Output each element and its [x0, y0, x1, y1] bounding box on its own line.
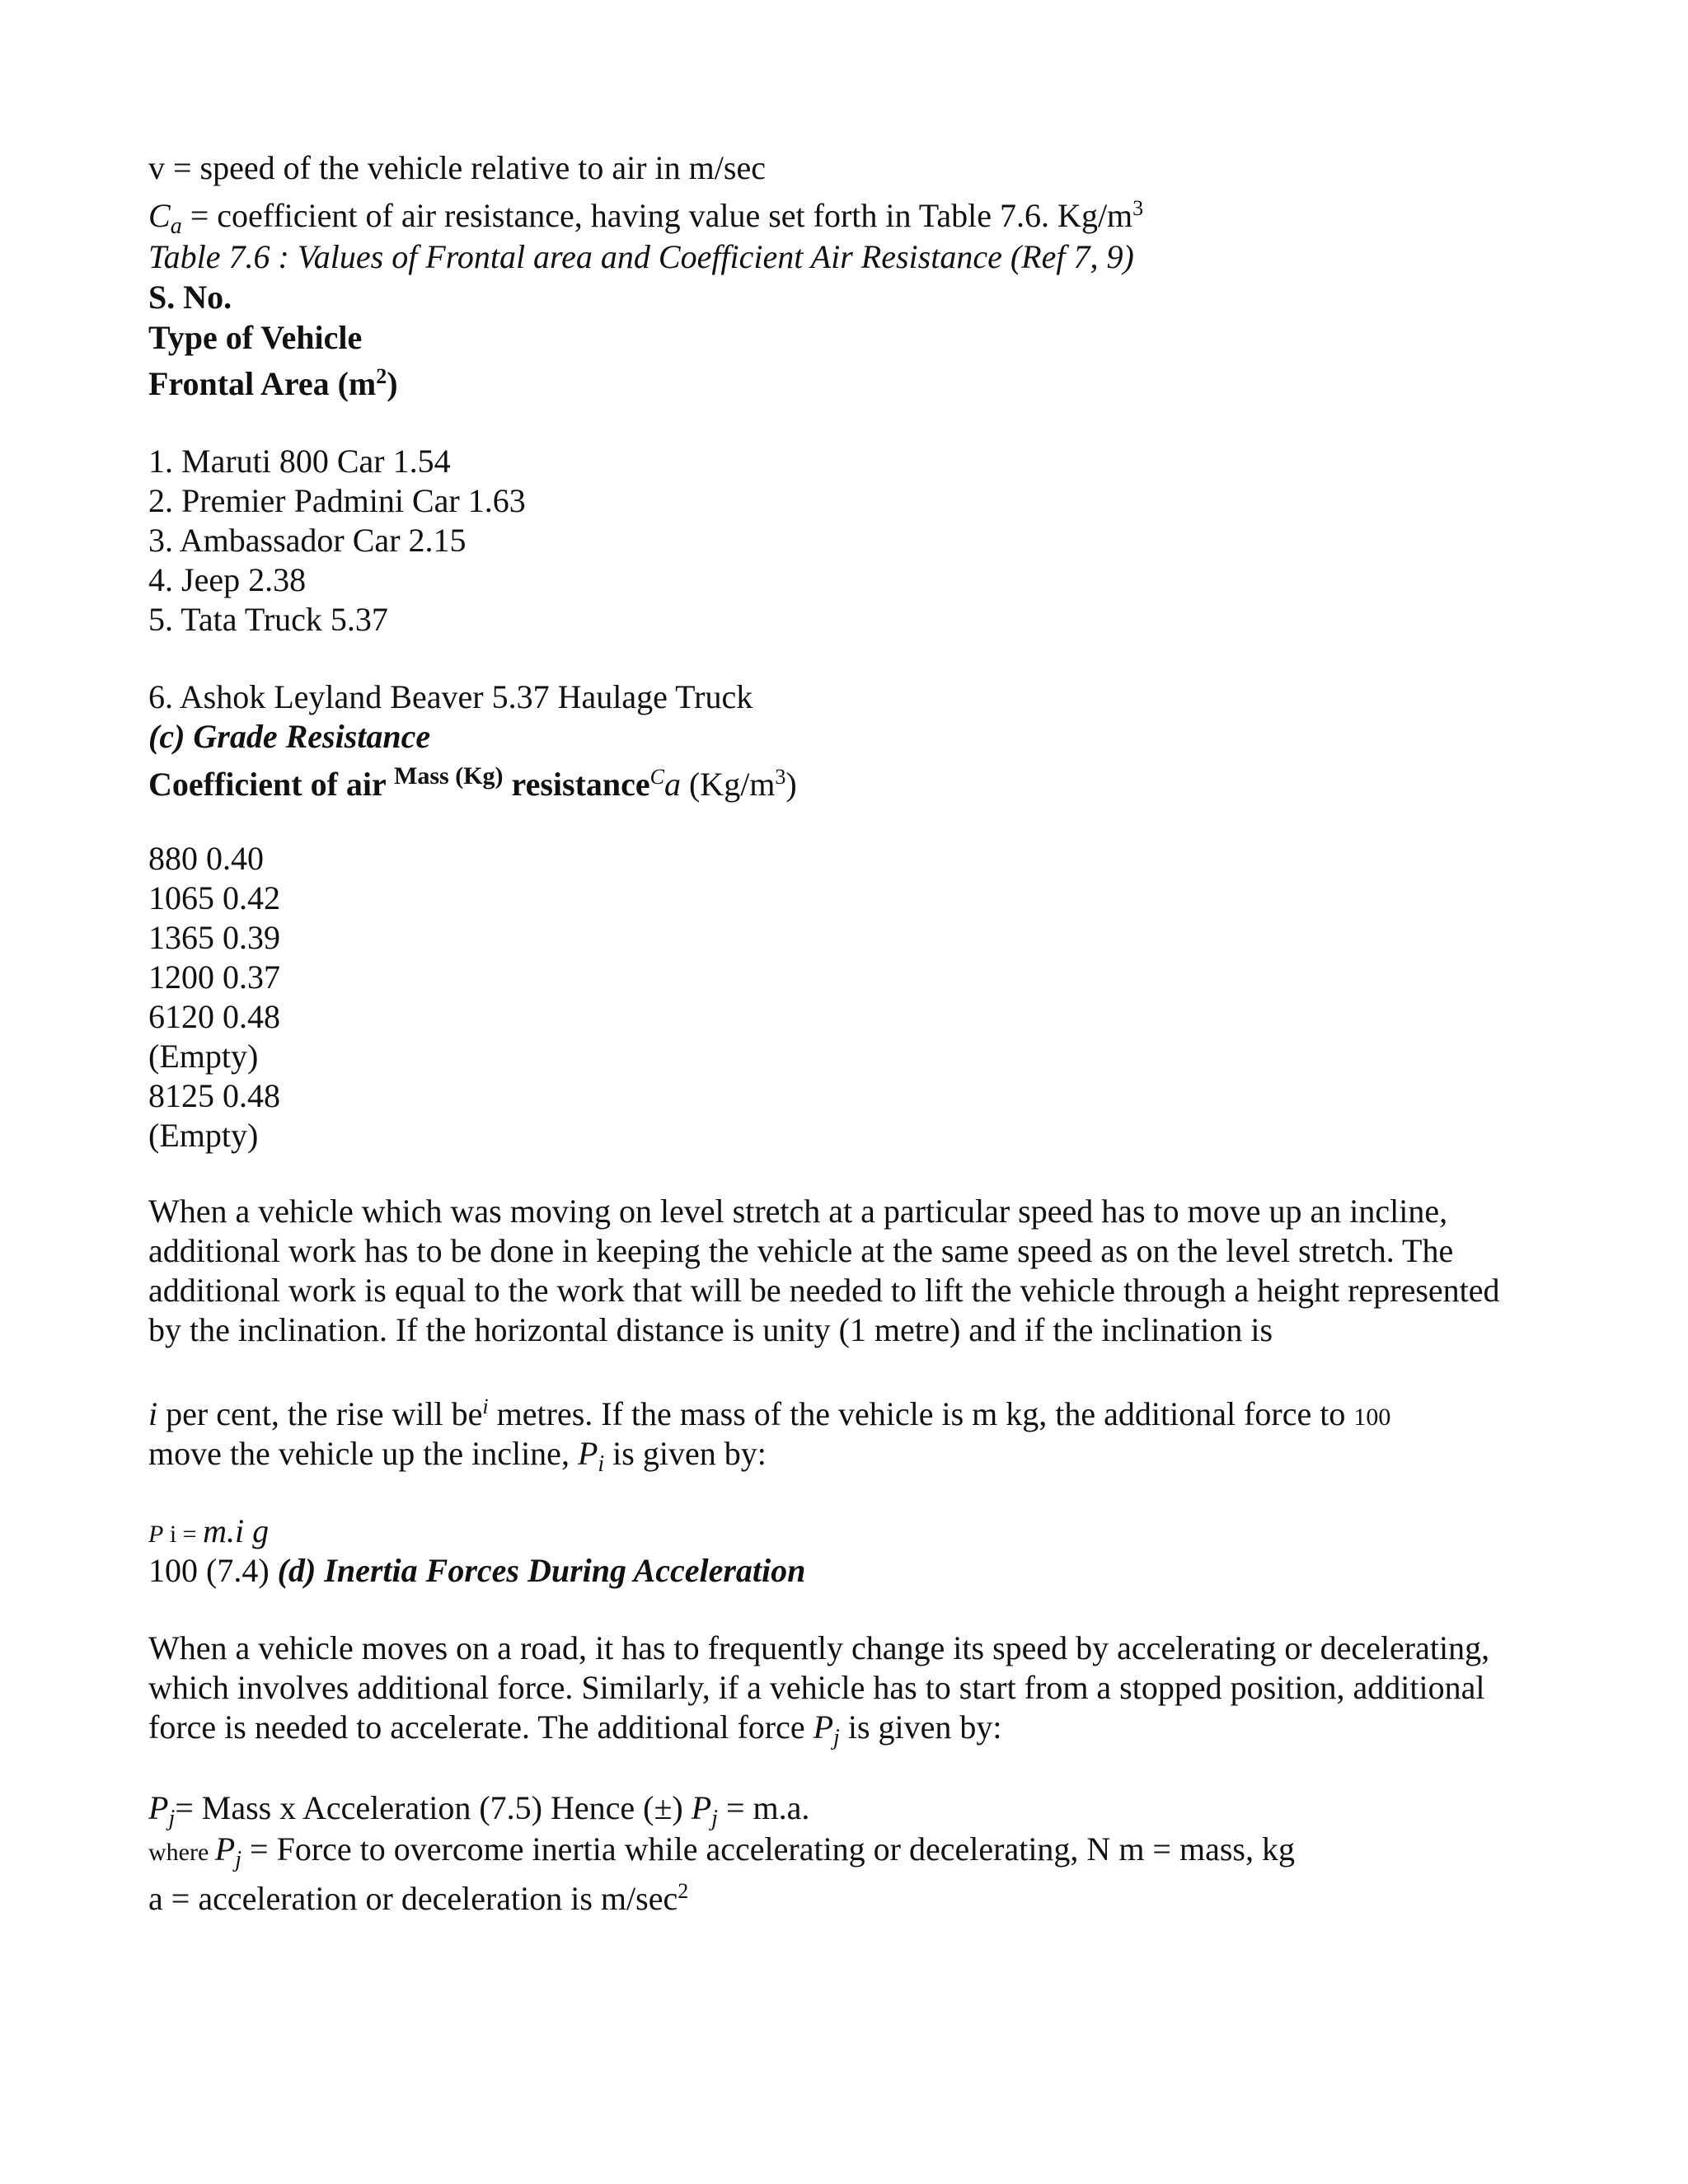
formula-rhs: m.i g	[203, 1512, 270, 1549]
acceleration-text: a = acceleration or deceleration is m/sec	[148, 1880, 678, 1917]
equation-7-5-result: = m.a.	[717, 1789, 810, 1826]
vehicle-row-5: 5. Tata Truck 5.37	[148, 601, 388, 638]
ca-header-unit-exponent: 3	[775, 764, 786, 789]
mass-value-row: (Empty)	[148, 1117, 259, 1154]
coefficient-header-text: Coefficient of air	[148, 766, 395, 803]
grade-resistance-heading: (c) Grade Resistance	[148, 718, 431, 755]
ca-unit-exponent: 3	[1132, 195, 1144, 220]
grade-paragraph	[148, 1192, 1541, 1350]
table-caption: Table 7.6 : Values of Frontal area and Coefficient Air Resistance (Ref 7, 9)	[148, 238, 1134, 275]
incline-line-1	[148, 1394, 1390, 1437]
acceleration-definition	[148, 1879, 688, 1919]
pj-symbol: P	[691, 1789, 712, 1826]
inertia-text-a: force is needed to accelerate. The additional force	[148, 1708, 814, 1746]
air-resistance-definition	[148, 195, 1144, 240]
pj-subscript: j	[168, 1806, 176, 1832]
vehicle-row-1: 1. Maruti 800 Car 1.54	[148, 443, 451, 480]
mass-value-row: 8125 0.48	[148, 1077, 280, 1114]
mass-header: Mass (Kg)	[394, 762, 504, 790]
vehicle-row-6: 6. Ashok Leyland Beaver 5.37 Haulage Truck	[148, 678, 753, 715]
formula-i-equals: i =	[163, 1521, 204, 1548]
incline-text-b: metres. If the mass of the vehicle is m kg, the additional force to	[488, 1395, 1354, 1432]
mass-value-row: 1200 0.37	[148, 958, 280, 996]
acceleration-exponent: 2	[678, 1878, 689, 1903]
paragraph-line: additional work is equal to the work that will be needed to lift the vehicle through a height represented	[148, 1272, 1500, 1309]
equation-7-4	[148, 1551, 805, 1591]
equation-7-5	[148, 1788, 810, 1832]
ca-header-symbol: C	[649, 764, 664, 789]
vehicle-row-3: 3. Ambassador Car 2.15	[148, 522, 467, 559]
frontal-area-exponent: 2	[376, 363, 387, 388]
frontal-area-text: Frontal Area (m	[148, 365, 377, 402]
formula-p: P	[148, 1521, 164, 1548]
pj-subscript: j	[711, 1806, 718, 1832]
header-frontal-area	[148, 364, 398, 404]
paragraph-line: additional work has to be done in keeping the vehicle at the same speed as on the level stretch. The	[148, 1232, 1454, 1269]
mass-value-row: 1065 0.42	[148, 879, 280, 916]
incline-text-a: per cent, the rise will be	[157, 1395, 483, 1432]
ca-symbol: C	[148, 197, 171, 234]
coefficient-header	[148, 762, 797, 808]
incline-text-c: move the vehicle up the incline,	[148, 1435, 578, 1472]
incline-text-d: is given by:	[604, 1435, 767, 1472]
i-symbol: i	[148, 1395, 158, 1432]
i-superscript: i	[482, 1394, 489, 1418]
inertia-paragraph	[148, 1629, 1541, 1751]
pi-subscript: i	[598, 1451, 605, 1478]
where-word: where	[148, 1839, 215, 1866]
mass-value-row: 6120 0.48	[148, 998, 280, 1035]
header-vehicle-type: Type of Vehicle	[148, 319, 363, 356]
equation-7-4-text: 100 (7.4)	[148, 1552, 278, 1589]
inertia-text-b: is given by:	[839, 1708, 1002, 1746]
incline-line-2	[148, 1434, 767, 1478]
formula-pi	[148, 1511, 269, 1554]
mass-value-row: 880 0.40	[148, 840, 264, 877]
where-text: = Force to overcome inertia while accelerating or decelerating, N m = mass, kg	[241, 1830, 1295, 1868]
frontal-area-close: )	[387, 365, 398, 402]
paragraph-line	[148, 1708, 1541, 1751]
ca-header-unit: (Kg/m	[680, 766, 776, 803]
pj-subscript: j	[833, 1725, 840, 1751]
paragraph-line: When a vehicle moves on a road, it has to frequently change its speed by accelerating or decelerating,	[148, 1629, 1490, 1666]
pi-symbol: P	[577, 1435, 598, 1472]
paragraph-line: which involves additional force. Similarly, if a vehicle has to start from a stopped position, additional	[148, 1669, 1485, 1706]
header-sno: S. No.	[148, 279, 232, 316]
paragraph-line: by the inclination. If the horizontal distance is unity (1 metre) and if the inclination is	[148, 1311, 1273, 1348]
pj-symbol: P	[214, 1830, 236, 1868]
mass-value-row: (Empty)	[148, 1038, 259, 1075]
ca-definition-text: = coefficient of air resistance, having value set forth in Table 7.6. Kg/m	[181, 197, 1133, 234]
pj-symbol: P	[813, 1708, 834, 1746]
vehicle-row-2: 2. Premier Padmini Car 1.63	[148, 482, 526, 519]
denominator-100: 100	[1353, 1404, 1391, 1431]
paragraph-line: When a vehicle which was moving on level stretch at a particular speed has to move up an incline,	[148, 1193, 1448, 1230]
ca-header-subscript: a	[663, 766, 681, 803]
pj-symbol: P	[148, 1789, 169, 1826]
pj-subscript: j	[235, 1847, 242, 1873]
speed-definition: v = speed of the vehicle relative to air in m/sec	[148, 149, 766, 186]
ca-subscript: a	[170, 213, 182, 240]
resistance-header-text: resistance	[503, 766, 650, 803]
equation-7-5-text: = Mass x Acceleration (7.5) Hence (±)	[175, 1789, 692, 1826]
mass-value-row: 1365 0.39	[148, 919, 280, 956]
where-definition	[148, 1830, 1295, 1872]
inertia-heading: (d) Inertia Forces During Acceleration	[277, 1552, 806, 1589]
vehicle-row-4: 4. Jeep 2.38	[148, 561, 307, 598]
ca-header-close: )	[785, 766, 797, 803]
